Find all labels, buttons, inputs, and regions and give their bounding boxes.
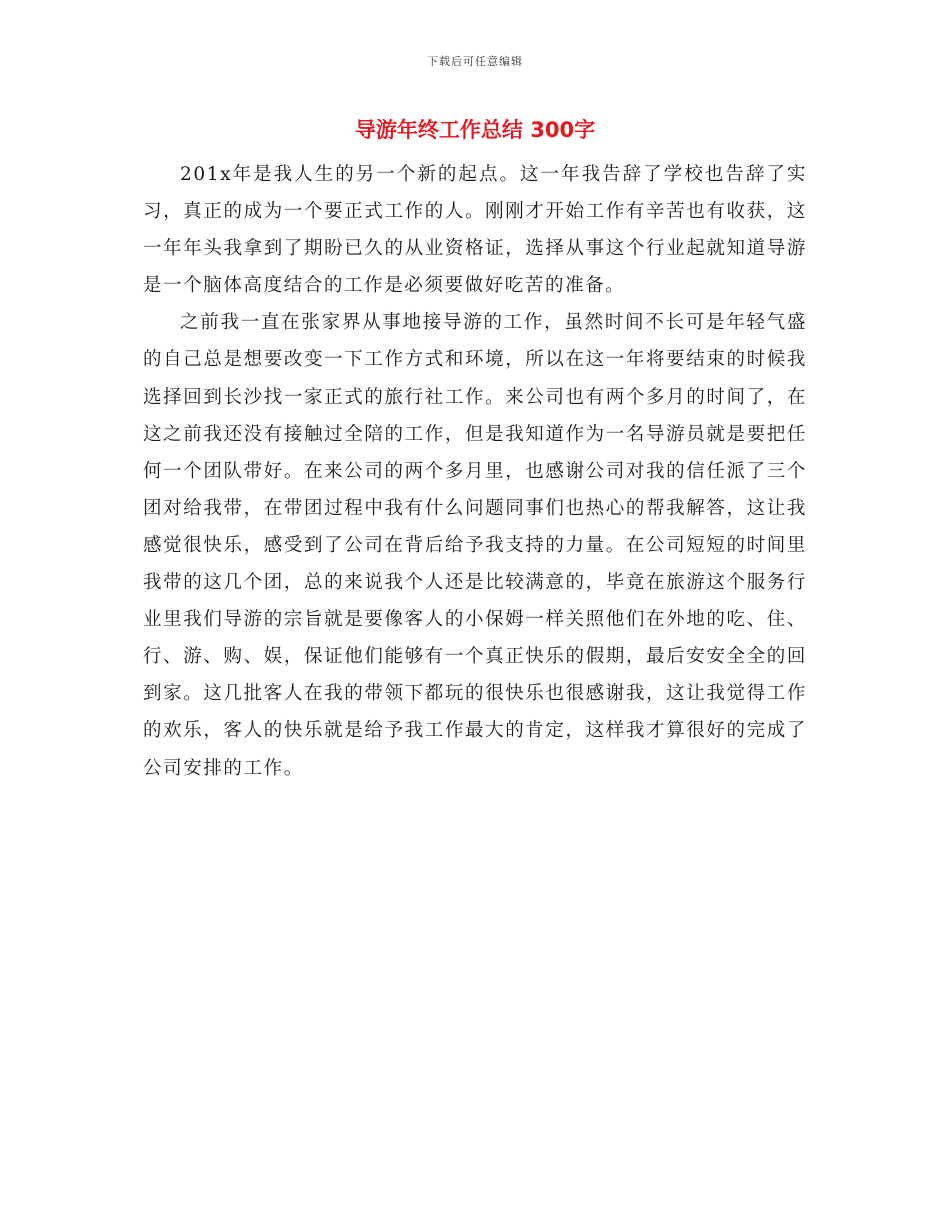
paragraph-1: 201x年是我人生的另一个新的起点。这一年我告辞了学校也告辞了实习，真正的成为一个要正式工作的人。刚刚才开始工作有辛苦也有收获，这一年年头我拿到了期盼已久的从业资格证，选择从事这个行业起就知道导游是一个脑体高度结合的工作是必须要做好吃苦的准备。 (143, 164, 807, 297)
page-header-note: 下载后可任意编辑 (427, 55, 523, 68)
document-body (143, 156, 807, 787)
document-title: 导游年终工作总结 300字 (354, 118, 596, 142)
paragraph-2: 之前我一直在张家界从事地接导游的工作，虽然时间不长可是年轻气盛的自己总是想要改变一下工作方式和环境，所以在这一年将要结束的时候我选择回到长沙找一家正式的旅行社工作。来公司也有两个多月的时间了，在这之前我还没有接触过全陪的工作，但是我知道作为一名导游员就是要把任何一个团队带好。在来公司的两个多月里，也感谢公司对我的信任派了三个团对给我带，在带团过程中我有什么问题同事们也热心的帮我解答，这让我感觉很快乐，感受到了公司在背后给予我支持的力量。在公司短短的时间里我带的这几个团，总的来说我个人还是比较满意的，毕竟在旅游这个服务行业里我们导游的宗旨就是要像客人的小保姆一样关照他们在外地的吃、住、行、游、购、娱，保证他们能够有一个真正快乐的假期，最后安安全全的回到家。这几批客人在我的带领下都玩的很快乐也很感谢我，这让我觉得工作的欢乐，客人的快乐就是给予我工作最大的肯定，这样我才算很好的完成了公司安排的工作。 (143, 312, 807, 779)
